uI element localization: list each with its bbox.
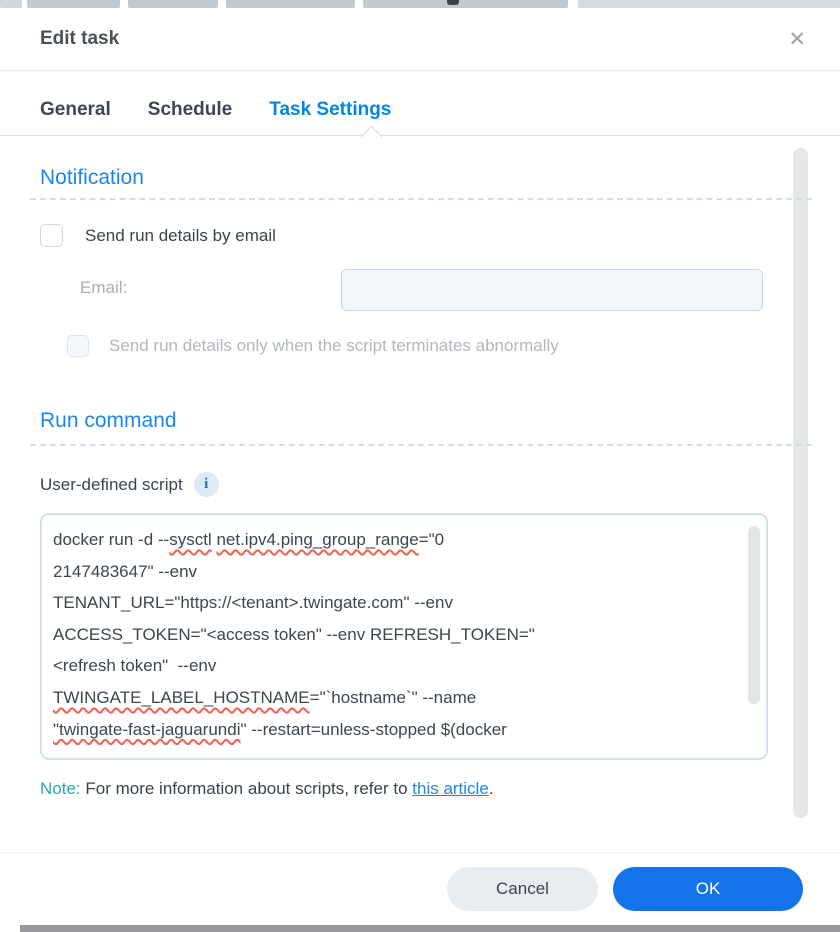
abnormal-only-row	[67, 335, 800, 357]
abnormal-only-checkbox[interactable]	[67, 335, 89, 357]
script-textarea-content: docker run -d --sysctl net.ipv4.ping_group_range="0 2147483647" --env TENANT_URL="https://<tenant>.twingate.com" --env ACCESS_TOKEN="<access token" --env REFRESH_TOKEN=" <refresh token" --env TWINGATE_LABEL_HOSTNAME="`hostname`" --name "twingate-fast-jaguarundi" --restart=unless-stopped $(docker	[53, 530, 535, 739]
note-prefix: Note:	[40, 779, 81, 798]
section-divider	[30, 198, 812, 200]
cancel-button[interactable]: Cancel	[447, 867, 598, 911]
background-segment	[226, 0, 355, 8]
background-segment	[27, 0, 120, 8]
info-icon[interactable]: i	[194, 472, 219, 497]
run-command-section-heading: Run command	[40, 409, 177, 432]
background-segment	[363, 0, 568, 8]
script-label-row	[40, 472, 800, 497]
script-textarea[interactable]	[40, 513, 768, 760]
user-defined-script-label: User-defined script	[40, 474, 183, 494]
textarea-scrollbar-thumb[interactable]	[748, 526, 760, 704]
section-divider	[30, 444, 812, 446]
tab-general[interactable]: General	[40, 99, 111, 120]
email-row	[40, 269, 800, 311]
note-body: For more information about scripts, refer to	[80, 779, 413, 798]
send-email-checkbox[interactable]	[40, 224, 63, 247]
note-article-link[interactable]: this article	[412, 779, 489, 798]
email-input[interactable]	[341, 269, 763, 311]
background-segment	[578, 0, 840, 8]
note-text	[40, 776, 800, 802]
background-window-top-edge	[0, 0, 840, 8]
background-segment	[128, 0, 218, 8]
send-email-row	[40, 224, 800, 247]
background-segment	[0, 0, 22, 8]
background-dot	[447, 0, 459, 5]
abnormal-only-label: Send run details only when the script terminates abnormally	[109, 336, 559, 355]
notification-section-heading: Notification	[40, 166, 144, 189]
dialog-header	[0, 8, 840, 71]
tab-schedule[interactable]: Schedule	[147, 99, 233, 120]
email-label: Email:	[80, 278, 128, 297]
task-settings-panel	[0, 136, 840, 802]
background-window-bottom-edge	[20, 925, 840, 932]
dialog-footer	[0, 852, 840, 925]
dialog-title: Edit task	[40, 28, 120, 49]
send-email-label: Send run details by email	[85, 225, 276, 245]
ok-button[interactable]: OK	[613, 867, 803, 911]
close-icon[interactable]: ✕	[788, 27, 806, 51]
tab-bar	[0, 71, 840, 136]
tab-task-settings[interactable]: Task Settings	[269, 99, 392, 120]
note-suffix: .	[488, 779, 494, 798]
